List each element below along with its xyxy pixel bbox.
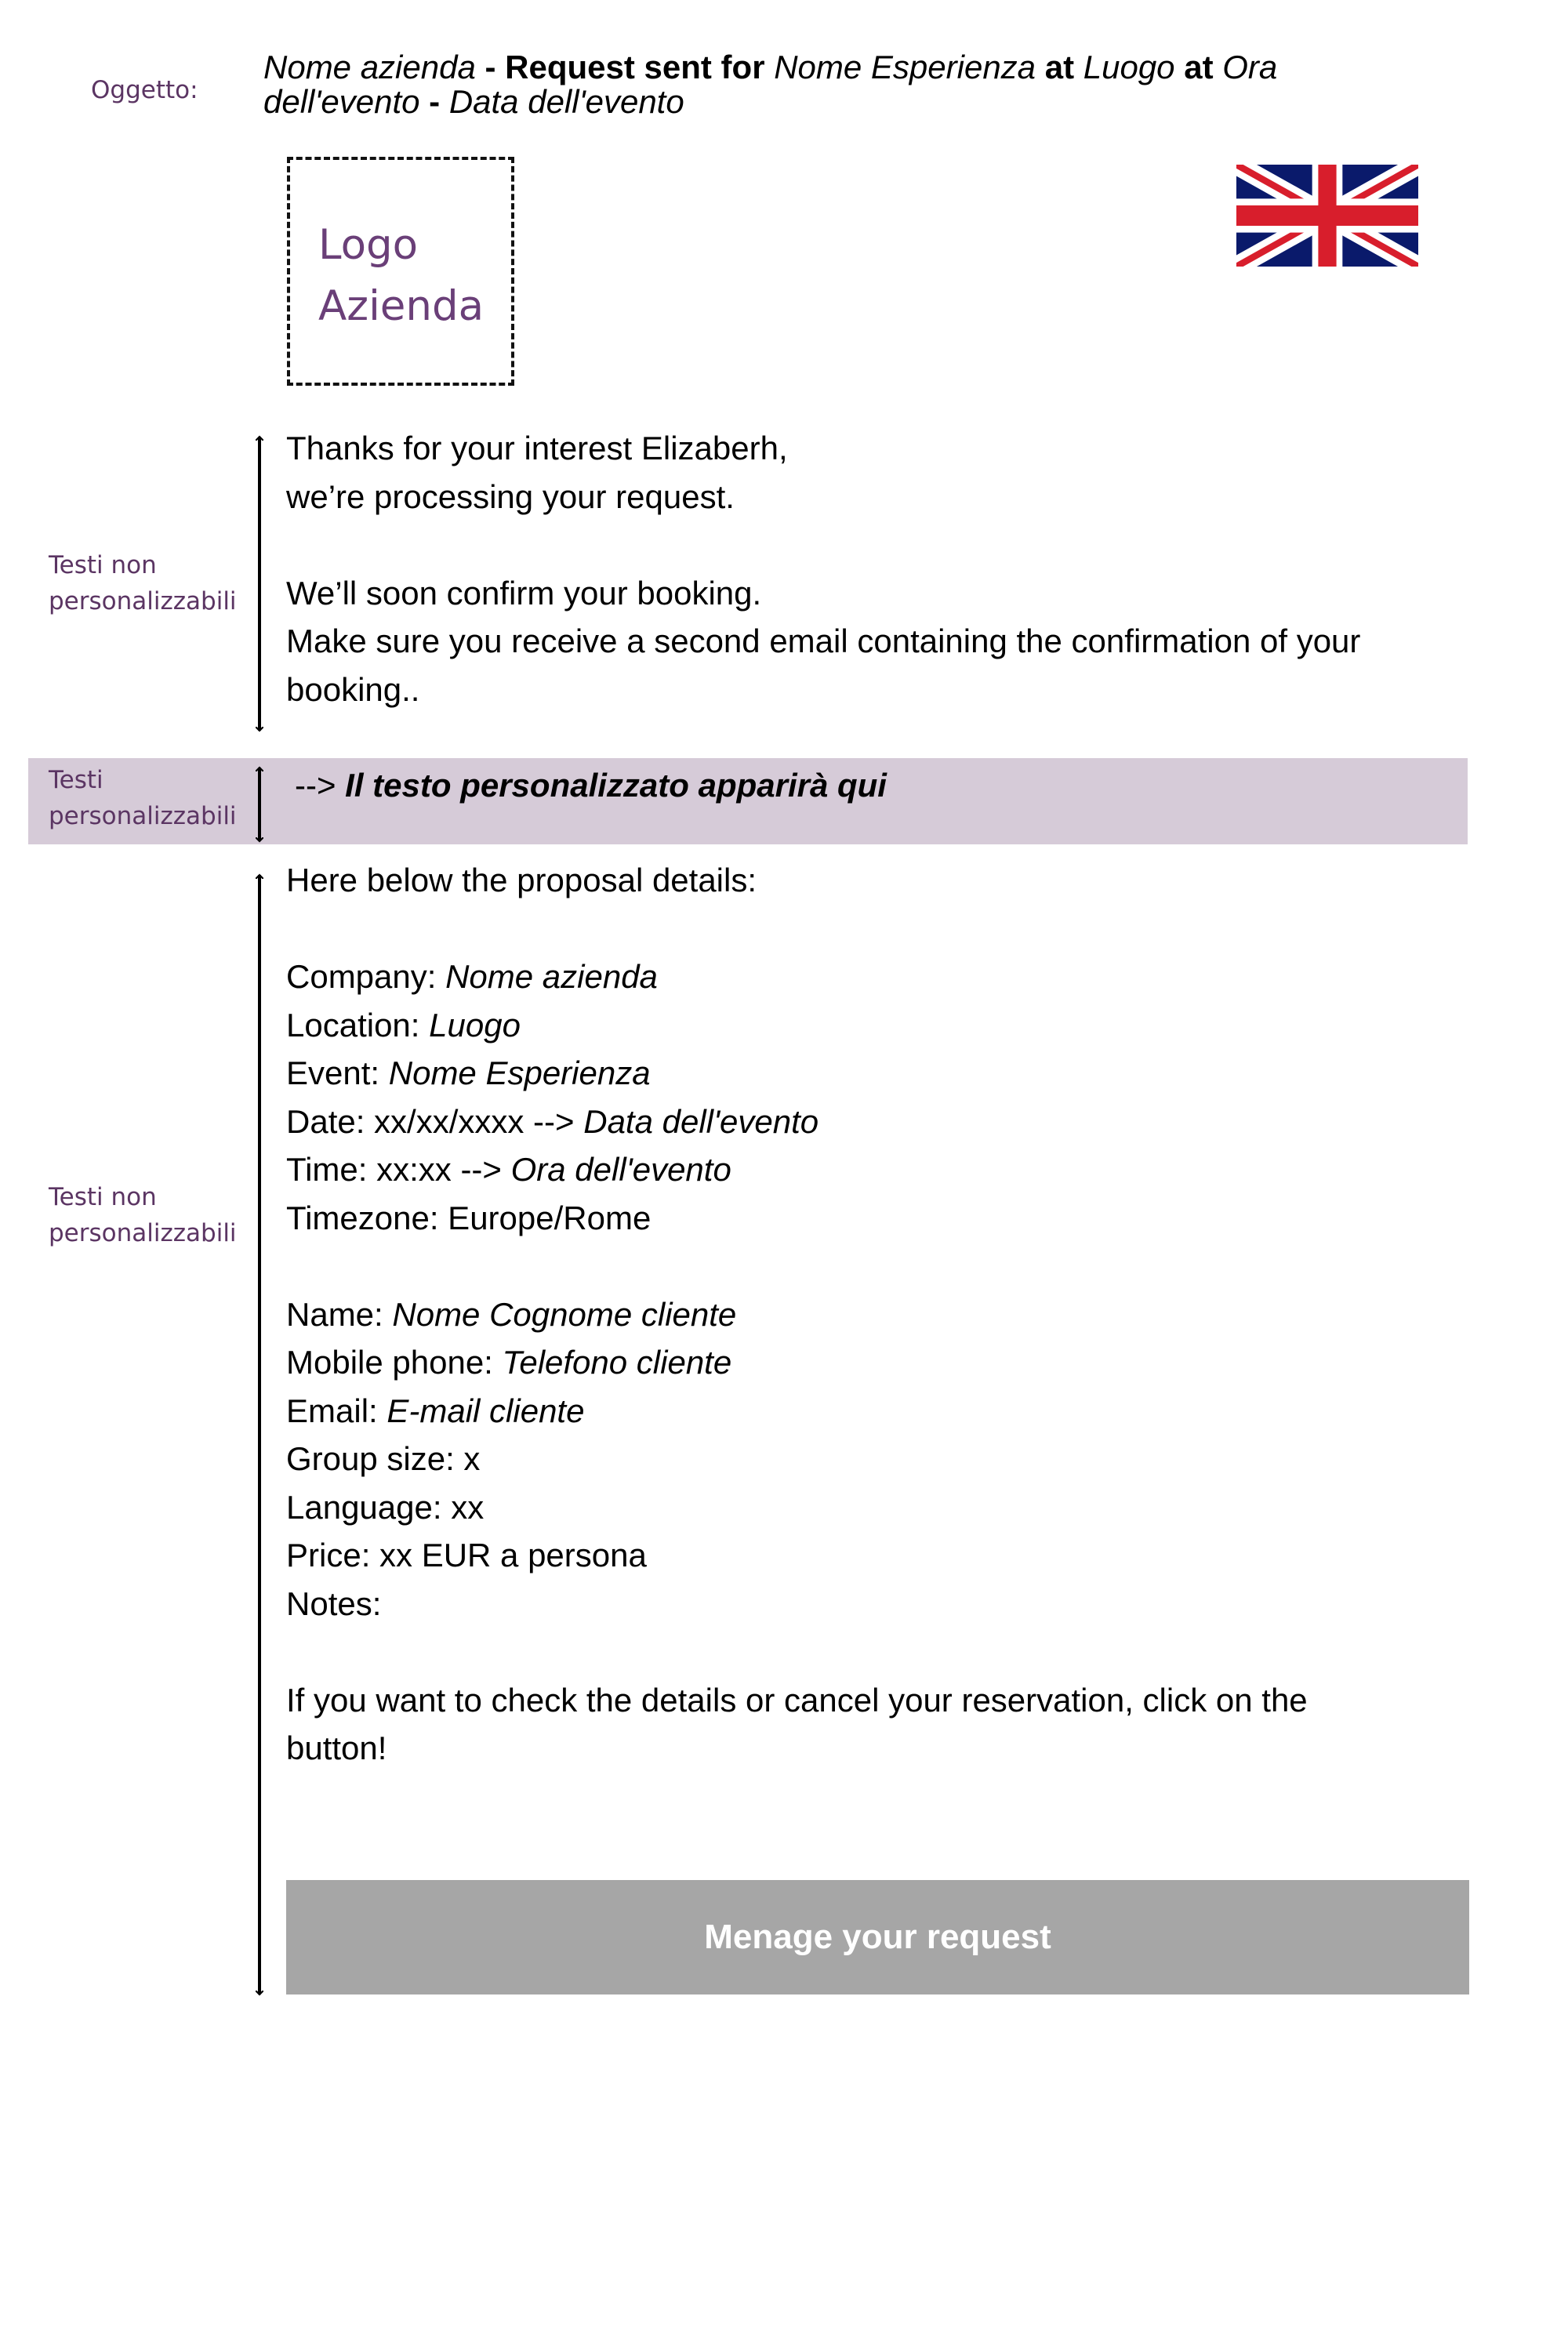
subject-experience: Nome Esperienza [774,49,1036,85]
detail-date: Date: xx/xx/xxxx --> Data dell'evento [286,1102,819,1140]
email-subject: Nome azienda - Request sent for Nome Esperienza at Luogo at Ora dell'evento - Data dell'evento [263,49,1278,120]
intro-text [286,424,1360,713]
side-label-custom: Testi personalizzabili [49,766,237,830]
subject-request-sent-for: Request sent for [505,49,765,85]
custom-text [295,764,887,808]
intro-line-3: We’ll soon confirm your booking. [286,574,762,612]
closing-line-2: button! [286,1730,387,1766]
detail-event: Event: Nome Esperienza [286,1054,651,1091]
subject-date: Data dell'evento [448,83,684,120]
detail-group-size: Group size: x [286,1440,481,1477]
detail-email: Email: E-mail cliente [286,1392,585,1429]
subject-location: Luogo [1083,49,1175,85]
intro-line-2: we’re processing your request. [286,477,735,515]
detail-language: Language: xx [286,1488,485,1526]
detail-time: Time: xx:xx --> Ora dell'evento [286,1151,731,1188]
detail-notes: Notes: [286,1584,382,1622]
intro-line-4: Make sure you receive a second email containing the confirmation of your [286,622,1361,659]
manage-request-button[interactable] [286,1880,1469,1994]
subject-label: Oggetto: [91,76,198,104]
intro-line-1: Thanks for your interest Elizaberh, [286,430,788,466]
side-label-non-custom-top: Testi non personalizzabili [49,551,237,615]
closing-line-1: If you want to check the details or cancel your reservation, click on the [286,1681,1308,1719]
detail-name: Name: Nome Cognome cliente [286,1295,737,1333]
logo-text: Logo Azienda [318,221,485,330]
subject-time: Ora dell'evento [263,49,1278,120]
custom-text-value: Il testo personalizzato apparirà qui [345,767,887,804]
proposal-details [286,856,1308,1773]
intro-line-5: booking.. [286,670,420,708]
detail-price: Price: xx EUR a persona [286,1537,647,1573]
subject-company: Nome azienda [263,49,476,85]
detail-company: Company: Nome azienda [286,958,658,995]
manage-request-button-label: Menage your request [704,1918,1051,1956]
detail-location: Location: Luogo [286,1006,521,1044]
detail-phone: Mobile phone: Telefono cliente [286,1344,732,1381]
custom-text-prefix: --> [295,767,336,804]
details-heading: Here below the proposal details: [286,862,757,898]
detail-timezone: Timezone: Europe/Rome [286,1199,652,1236]
side-label-non-custom-bottom: Testi non personalizzabili [49,1183,237,1247]
